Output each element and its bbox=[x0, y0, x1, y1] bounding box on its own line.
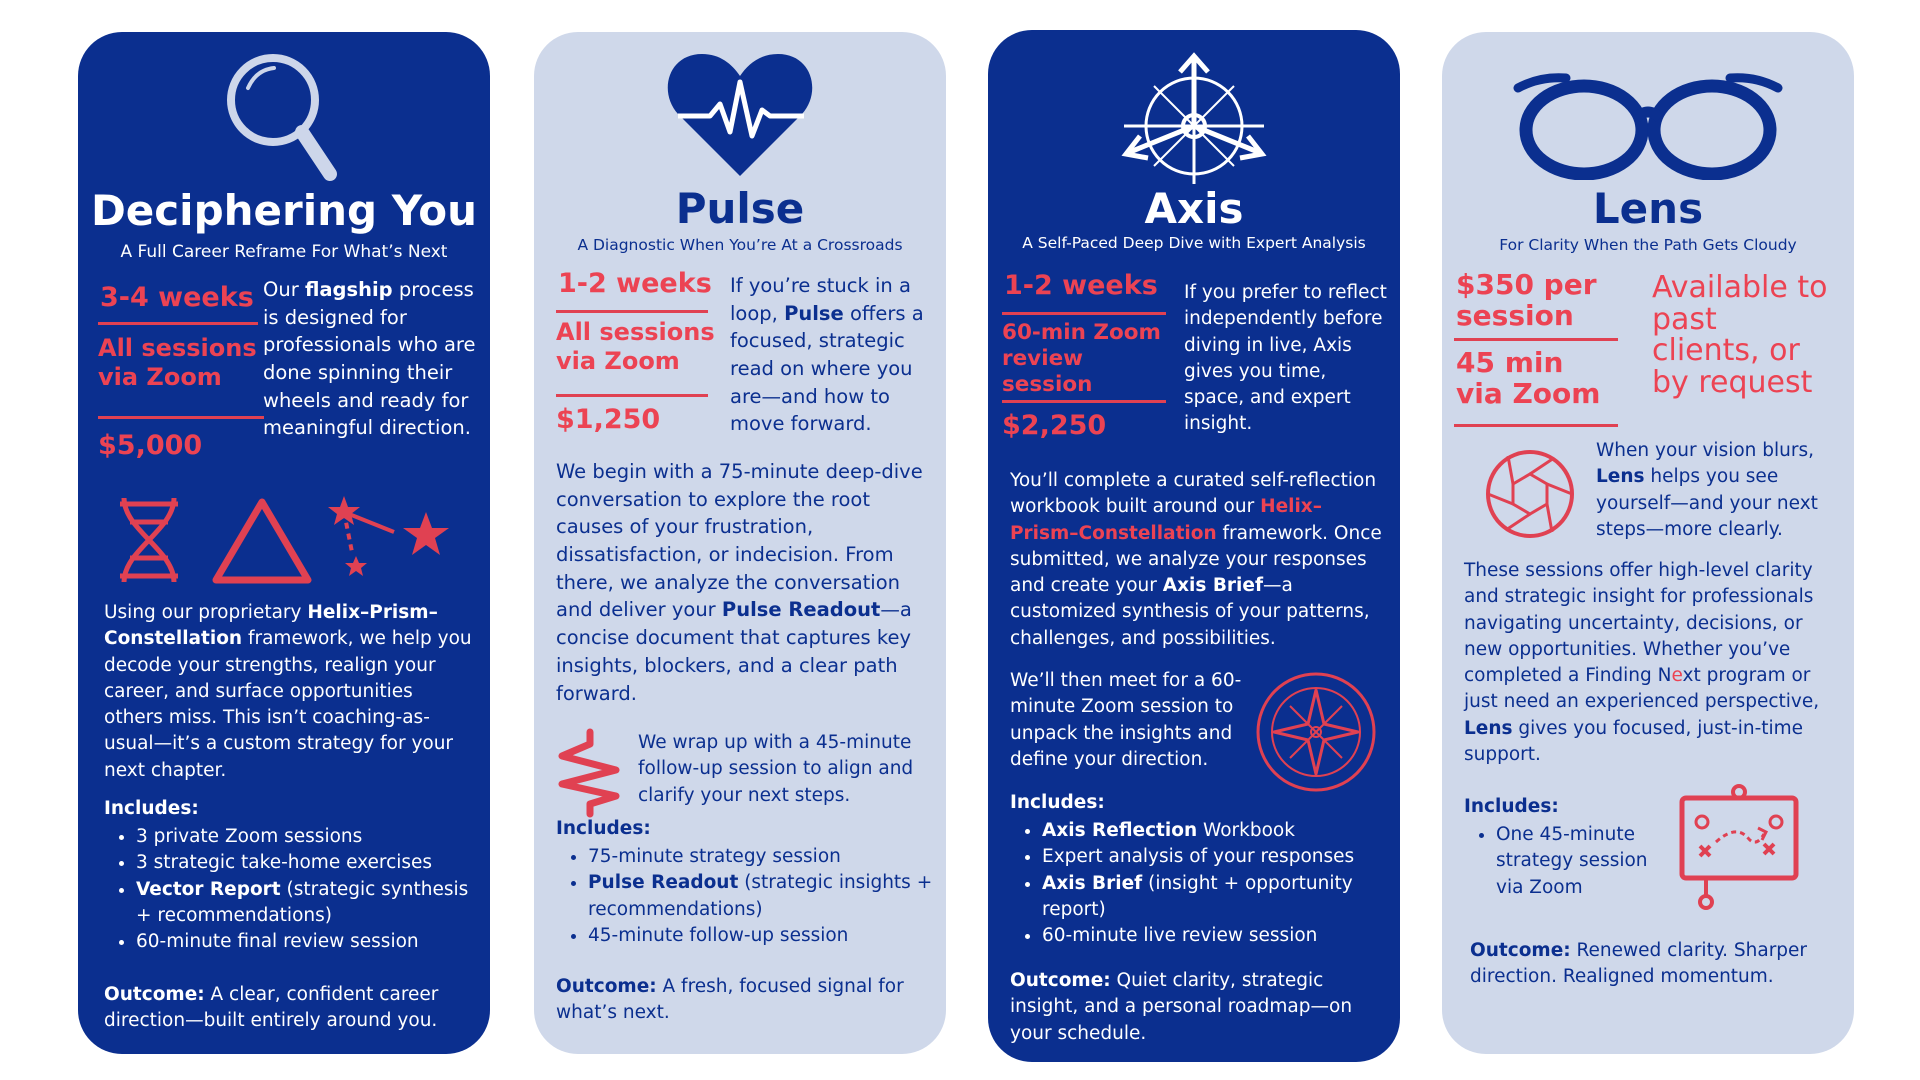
list-item: • 3 strategic take-home exercises bbox=[136, 850, 476, 876]
constellation-icon bbox=[322, 490, 452, 590]
card-lens bbox=[1442, 32, 1854, 1054]
triangle-icon bbox=[210, 496, 314, 586]
session-format: All sessions via Zoom bbox=[98, 334, 257, 392]
card-pulse bbox=[534, 32, 946, 1054]
price: $5,000 bbox=[98, 430, 203, 461]
body-text: These sessions offer high-level clarity and strategic insight for professionals navigating uncertainty, decisions, or new opportunities. Whether you’ve completed a Finding Next program or just need an experienced perspective, Lens gives you focused, just-in-time support. bbox=[1464, 560, 1820, 765]
divider bbox=[98, 416, 264, 419]
duration: 1-2 weeks bbox=[1004, 270, 1158, 301]
list-item: • 75-minute strategy session bbox=[588, 844, 946, 870]
body-text: You’ll complete a curated self-reflection workbook built around our Helix–Prism–Constellation framework. Once submitted, we analyze your responses and create your Axis Brief—a customized synthesis of your patterns, challenges, and possibilities. bbox=[1010, 470, 1382, 649]
card-title: Deciphering You bbox=[90, 186, 478, 235]
card-subtitle: For Clarity When the Path Gets Cloudy bbox=[1499, 236, 1797, 254]
list-item: • One 45-minute strategy session via Zoom bbox=[1496, 822, 1676, 901]
divider bbox=[98, 322, 258, 325]
list-item: • Axis Reflection Workbook bbox=[1042, 818, 1400, 844]
card-title: Pulse bbox=[675, 184, 805, 233]
list-item: • 45-minute follow-up session bbox=[588, 923, 946, 949]
magnifier-icon bbox=[218, 48, 338, 188]
zigzag-icon bbox=[556, 728, 624, 818]
outcome: Outcome: Quiet clarity, strategic insight, and a personal roadmap—on your schedule. bbox=[1010, 970, 1353, 1044]
outcome: Outcome: A fresh, focused signal for what’s next. bbox=[556, 976, 904, 1024]
price: $2,250 bbox=[1002, 410, 1107, 441]
includes-label: Includes: bbox=[104, 798, 199, 819]
body-text: Using our proprietary Helix–Prism–Constellation framework, we help you decode your strengths, realign your career, and surface opportunities others miss. This isn’t coaching-as-usual—it’s a custom strategy for your next chapter. bbox=[104, 602, 472, 781]
intro-text: If you prefer to reflect independently before diving in live, Axis gives you time, space, and expert insight. bbox=[1184, 282, 1387, 435]
availability-note: Available to past clients, or by request bbox=[1652, 270, 1828, 400]
session-format: 45 min via Zoom bbox=[1456, 346, 1601, 410]
divider bbox=[556, 394, 708, 397]
includes-list bbox=[1010, 818, 1400, 949]
list-item: • Axis Brief (insight + opportunity report) bbox=[1042, 871, 1400, 924]
session-format: 60-min Zoom review session bbox=[1002, 320, 1161, 398]
includes-label: Includes: bbox=[1464, 796, 1559, 817]
includes-list bbox=[104, 824, 476, 955]
card-axis bbox=[988, 30, 1400, 1062]
divider bbox=[1002, 312, 1166, 315]
duration: 1-2 weeks bbox=[558, 268, 712, 299]
list-item: • 60-minute final review session bbox=[136, 929, 476, 955]
card-deciphering-you bbox=[78, 32, 490, 1054]
list-item: • Pulse Readout (strategic insights + recommendations) bbox=[588, 870, 946, 923]
strategy-board-icon bbox=[1676, 784, 1802, 910]
divider bbox=[1002, 400, 1166, 403]
card-title: Lens bbox=[1592, 184, 1704, 233]
includes-label: Includes: bbox=[556, 818, 651, 839]
divider bbox=[1454, 424, 1618, 427]
list-item: • 60-minute live review session bbox=[1042, 923, 1400, 949]
list-item: • Expert analysis of your responses bbox=[1042, 844, 1400, 870]
list-item: • Vector Report (strategic synthesis + recommendations) bbox=[136, 877, 476, 930]
compass-rose-icon bbox=[1254, 670, 1378, 794]
price: $350 per session bbox=[1456, 268, 1597, 332]
divider bbox=[1454, 338, 1618, 341]
outcome: Outcome: A clear, confident career direction—built entirely around you. bbox=[104, 984, 439, 1032]
duration: 3-4 weeks bbox=[100, 282, 254, 313]
glasses-icon bbox=[1510, 70, 1786, 180]
includes-list bbox=[1464, 822, 1676, 901]
body-text: We begin with a 75-minute deep-dive conversation to explore the root causes of your frustration, dissatisfaction, or indecision. From there, we analyze the conversation and deliver your Pulse Readout—a concise document that captures key insights, blockers, and a clear path forward. bbox=[556, 460, 923, 705]
includes-list bbox=[556, 844, 946, 949]
intro-text: Our flagship process is designed for professionals who are done spinning their wheels and ready for meaningful direction. bbox=[263, 278, 476, 440]
price: $1,250 bbox=[556, 404, 661, 435]
divider bbox=[556, 310, 708, 313]
outcome: Outcome: Renewed clarity. Sharper direction. Realigned momentum. bbox=[1470, 940, 1808, 988]
followup-text: We wrap up with a 45-minute follow-up session to align and clarify your next steps. bbox=[638, 732, 914, 806]
card-title: Axis bbox=[1144, 184, 1244, 233]
aperture-icon bbox=[1484, 448, 1576, 540]
meet-text: We’ll then meet for a 60-minute Zoom session to unpack the insights and define your direction. bbox=[1010, 670, 1242, 770]
card-subtitle: A Self-Paced Deep Dive with Expert Analysis bbox=[1022, 234, 1366, 252]
list-item: • 3 private Zoom sessions bbox=[136, 824, 476, 850]
intro-text: When your vision blurs, Lens helps you see yourself—and your next steps—more clearly. bbox=[1596, 440, 1818, 540]
heart-pulse-icon bbox=[664, 48, 816, 180]
card-subtitle: A Full Career Reframe For What’s Next bbox=[120, 242, 448, 262]
compass-arrows-icon bbox=[1120, 50, 1268, 186]
includes-label: Includes: bbox=[1010, 792, 1105, 813]
session-format: All sessions via Zoom bbox=[556, 318, 715, 376]
dna-icon bbox=[114, 494, 184, 586]
intro-text: If you’re stuck in a loop, Pulse offers a focused, strategic read on where you are—and how to move forward. bbox=[730, 274, 924, 436]
card-subtitle: A Diagnostic When You’re At a Crossroads bbox=[577, 236, 903, 254]
